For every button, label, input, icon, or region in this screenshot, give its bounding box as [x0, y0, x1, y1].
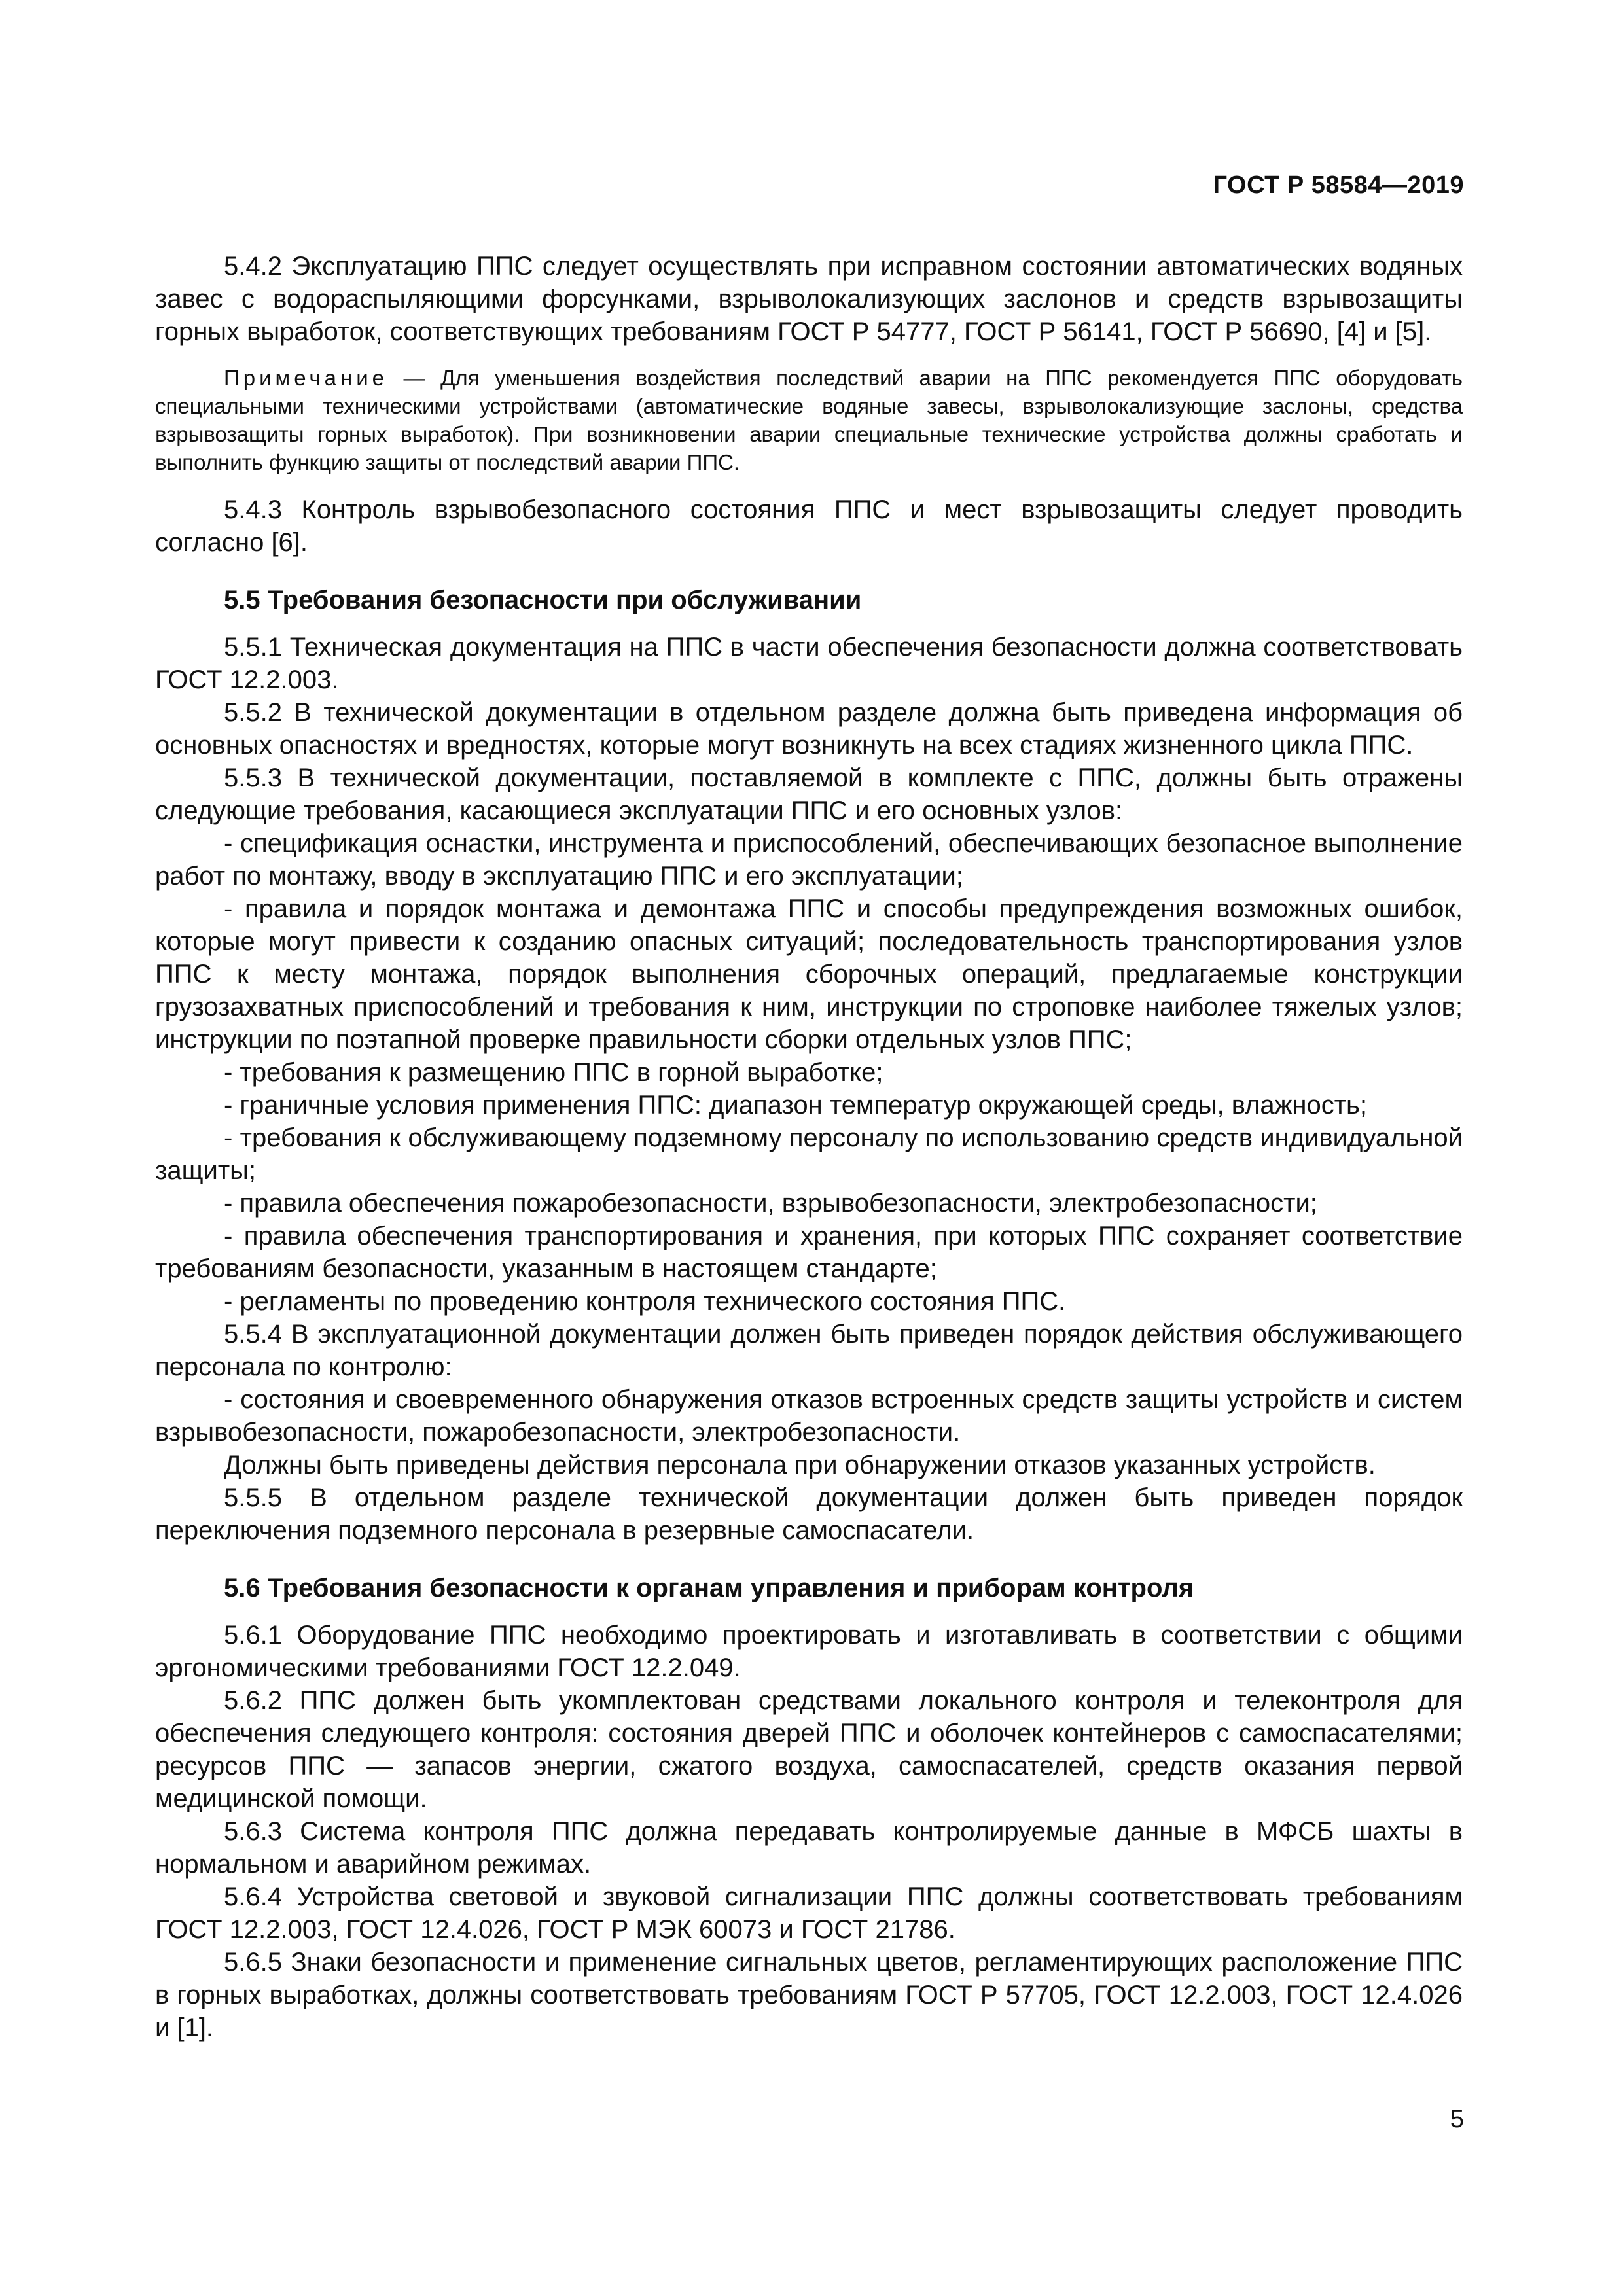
list-item: - спецификация оснастки, инструмента и приспособлений, обеспечивающих безопасное выполнение работ по монтажу, вводу в эксплуатацию ППС и его эксплуатации; — [155, 829, 1463, 891]
list-item: - требования к обслуживающему подземному персоналу по использованию средств индивидуальной защиты; — [155, 1123, 1463, 1185]
list-item: - правила и порядок монтажа и демонтажа ППС и способы предупреждения возможных ошибок, которые могут привести к созданию опасных ситуаций; последовательность транспортирования узлов ППС к месту монтажа, порядок выполнения сборочных операций, предлагаемые конструкции грузозахватных приспособлений и требования к ним, инструкции по строповке наиболее тяжелых узлов; инструкции по поэтапной проверке правильности сборки отдельных узлов ППС; — [155, 894, 1463, 1054]
paragraph-5-5-2: 5.5.2 В технической документации в отдельном разделе должна быть приведена информация об основных опасностях и вредностях, которые могут возникнуть на всех стадиях жизненного цикла ППС. — [155, 698, 1463, 760]
paragraph-5-6-2: 5.6.2 ППС должен быть укомплектован средствами локального контроля и телеконтроля для обеспечения следующего контроля: состояния дверей ППС и оболочек контейнеров с самоспасателями; ресурсов ППС — запасов энергии, сжатого воздуха, самоспасателей, средств оказания первой медицинской помощи. — [155, 1686, 1463, 1813]
paragraph-5-4-2: 5.4.2 Эксплуатацию ППС следует осуществлять при исправном состоянии автоматических водяных завес с водораспыляющими форсунками, взрыволокализующих заслонов и средств взрывозащиты горных выработок, соответствующих требованиям ГОСТ Р 54777, ГОСТ Р 56141, ГОСТ Р 56690, [4] и [5]. — [155, 252, 1463, 346]
note-text: — Для уменьшения воздействия последствий аварии на ППС рекомендуется ППС оборудовать специальными техническими устройствами (автоматические водяные завесы, взрыволокализующие заслоны, средства взрывозащиты горных выработок). При возникновении аварии специальные технические устройства должны сработать и выполнить функцию защиты от последствий аварии ППС. — [155, 366, 1463, 474]
list-item: - регламенты по проведению контроля технического состояния ППС. — [224, 1287, 1066, 1316]
page-number: 5 — [1450, 2106, 1464, 2133]
paragraph-5-5-5: 5.5.5 В отдельном разделе технической документации должен быть приведен порядок переключения подземного персонала в резервные самоспасатели. — [155, 1483, 1463, 1545]
paragraph-5-5-4-actions: Должны быть приведены действия персонала при обнаружении отказов указанных устройств. — [224, 1451, 1376, 1479]
paragraph-5-4-3: 5.4.3 Контроль взрывобезопасного состояния ППС и мест взрывозащиты следует проводить согласно [6]. — [155, 495, 1463, 557]
section-heading-5-5: 5.5 Требования безопасности при обслуживании — [224, 586, 862, 614]
document-body — [155, 250, 1463, 2044]
list-item: - состояния и своевременного обнаружения отказов встроенных средств защиты устройств и систем взрывобезопасности, пожаробезопасности, электробезопасности. — [155, 1385, 1463, 1447]
section-heading-5-6: 5.6 Требования безопасности к органам управления и приборам контроля — [224, 1574, 1194, 1602]
document-code: ГОСТ Р 58584—2019 — [1213, 171, 1464, 199]
paragraph-5-6-3: 5.6.3 Система контроля ППС должна передавать контролируемые данные в МФСБ шахты в нормальном и аварийном режимах. — [155, 1817, 1463, 1879]
paragraph-5-6-4: 5.6.4 Устройства световой и звуковой сигнализации ППС должны соответствовать требованиям ГОСТ 12.2.003, ГОСТ 12.4.026, ГОСТ Р МЭК 60073 и ГОСТ 21786. — [155, 1882, 1463, 1944]
list-item: - граничные условия применения ППС: диапазон температур окружающей среды, влажность; — [224, 1091, 1368, 1120]
note-label: Примечание — [224, 366, 389, 390]
list-item: - правила обеспечения пожаробезопасности, взрывобезопасности, электробезопасности; — [224, 1189, 1317, 1218]
list-item: - правила обеспечения транспортирования и хранения, при которых ППС сохраняет соответствие требованиям безопасности, указанным в настоящем стандарте; — [155, 1222, 1463, 1283]
paragraph-5-5-3: 5.5.3 В технической документации, поставляемой в комплекте с ППС, должны быть отражены следующие требования, касающиеся эксплуатации ППС и его основных узлов: — [155, 764, 1463, 825]
paragraph-5-6-1: 5.6.1 Оборудование ППС необходимо проектировать и изготавливать в соответствии с общими эргономическими требованиями ГОСТ 12.2.049. — [155, 1621, 1463, 1682]
paragraph-5-5-4: 5.5.4 В эксплуатационной документации должен быть приведен порядок действия обслуживающего персонала по контролю: — [155, 1320, 1463, 1381]
note — [155, 364, 1463, 476]
list-item: - требования к размещению ППС в горной выработке; — [224, 1058, 883, 1087]
paragraph-5-6-5: 5.6.5 Знаки безопасности и применение сигнальных цветов, регламентирующих расположение ППС в горных выработках, должны соответствовать требованиям ГОСТ Р 57705, ГОСТ 12.2.003, ГОСТ 12.4.026 и [1]. — [155, 1948, 1463, 2042]
paragraph-5-5-1: 5.5.1 Техническая документация на ППС в части обеспечения безопасности должна соответствовать ГОСТ 12.2.003. — [155, 633, 1463, 694]
